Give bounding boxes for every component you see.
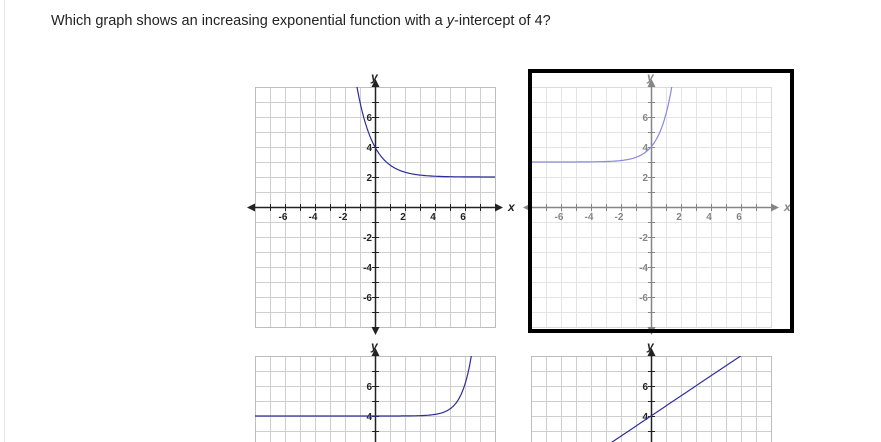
y-tick-label: -4 (363, 263, 372, 274)
function-curve (531, 353, 745, 442)
y-tick-label: -6 (363, 293, 372, 304)
axes (529, 354, 773, 442)
y-axis-label: y (647, 70, 654, 84)
y-tick-label: 4 (366, 412, 372, 423)
x-axis-label: x (508, 200, 515, 214)
x-tick-label: 4 (706, 212, 712, 223)
y-tick-label: 6 (642, 113, 648, 124)
y-tick-label: 4 (642, 412, 648, 423)
x-tick-label: -2 (614, 212, 624, 223)
x-tick-label: 2 (400, 212, 406, 223)
y-axis-label: y (371, 70, 378, 84)
x-tick-label: -4 (308, 212, 318, 223)
x-axis-label: x (784, 200, 791, 214)
x-tick-label: -4 (584, 212, 594, 223)
x-tick-label: -6 (278, 212, 288, 223)
y-tick-label: -2 (363, 233, 372, 244)
y-tick-label: -2 (639, 233, 648, 244)
x-tick-label: 2 (676, 212, 682, 223)
y-tick-label: 4 (642, 143, 648, 154)
x-tick-label: 6 (736, 212, 742, 223)
x-tick-label: 6 (460, 212, 466, 223)
y-axis-label: y (371, 339, 378, 353)
y-tick-label: 6 (642, 382, 648, 393)
y-tick-label: 2 (366, 173, 372, 184)
y-axis-label: y (647, 339, 654, 353)
y-tick-label: -4 (639, 263, 648, 274)
x-tick-label: -2 (338, 212, 348, 223)
x-tick-label: -6 (554, 212, 564, 223)
y-tick-label: 6 (366, 113, 372, 124)
y-tick-label: 4 (366, 143, 372, 154)
y-tick-label: -6 (639, 293, 648, 304)
y-tick-label: 6 (366, 382, 372, 393)
y-tick-label: 2 (642, 173, 648, 184)
x-tick-label: 4 (430, 212, 436, 223)
question-text: Which graph shows an increasing exponential function with a y-intercept of 4? (51, 13, 551, 29)
